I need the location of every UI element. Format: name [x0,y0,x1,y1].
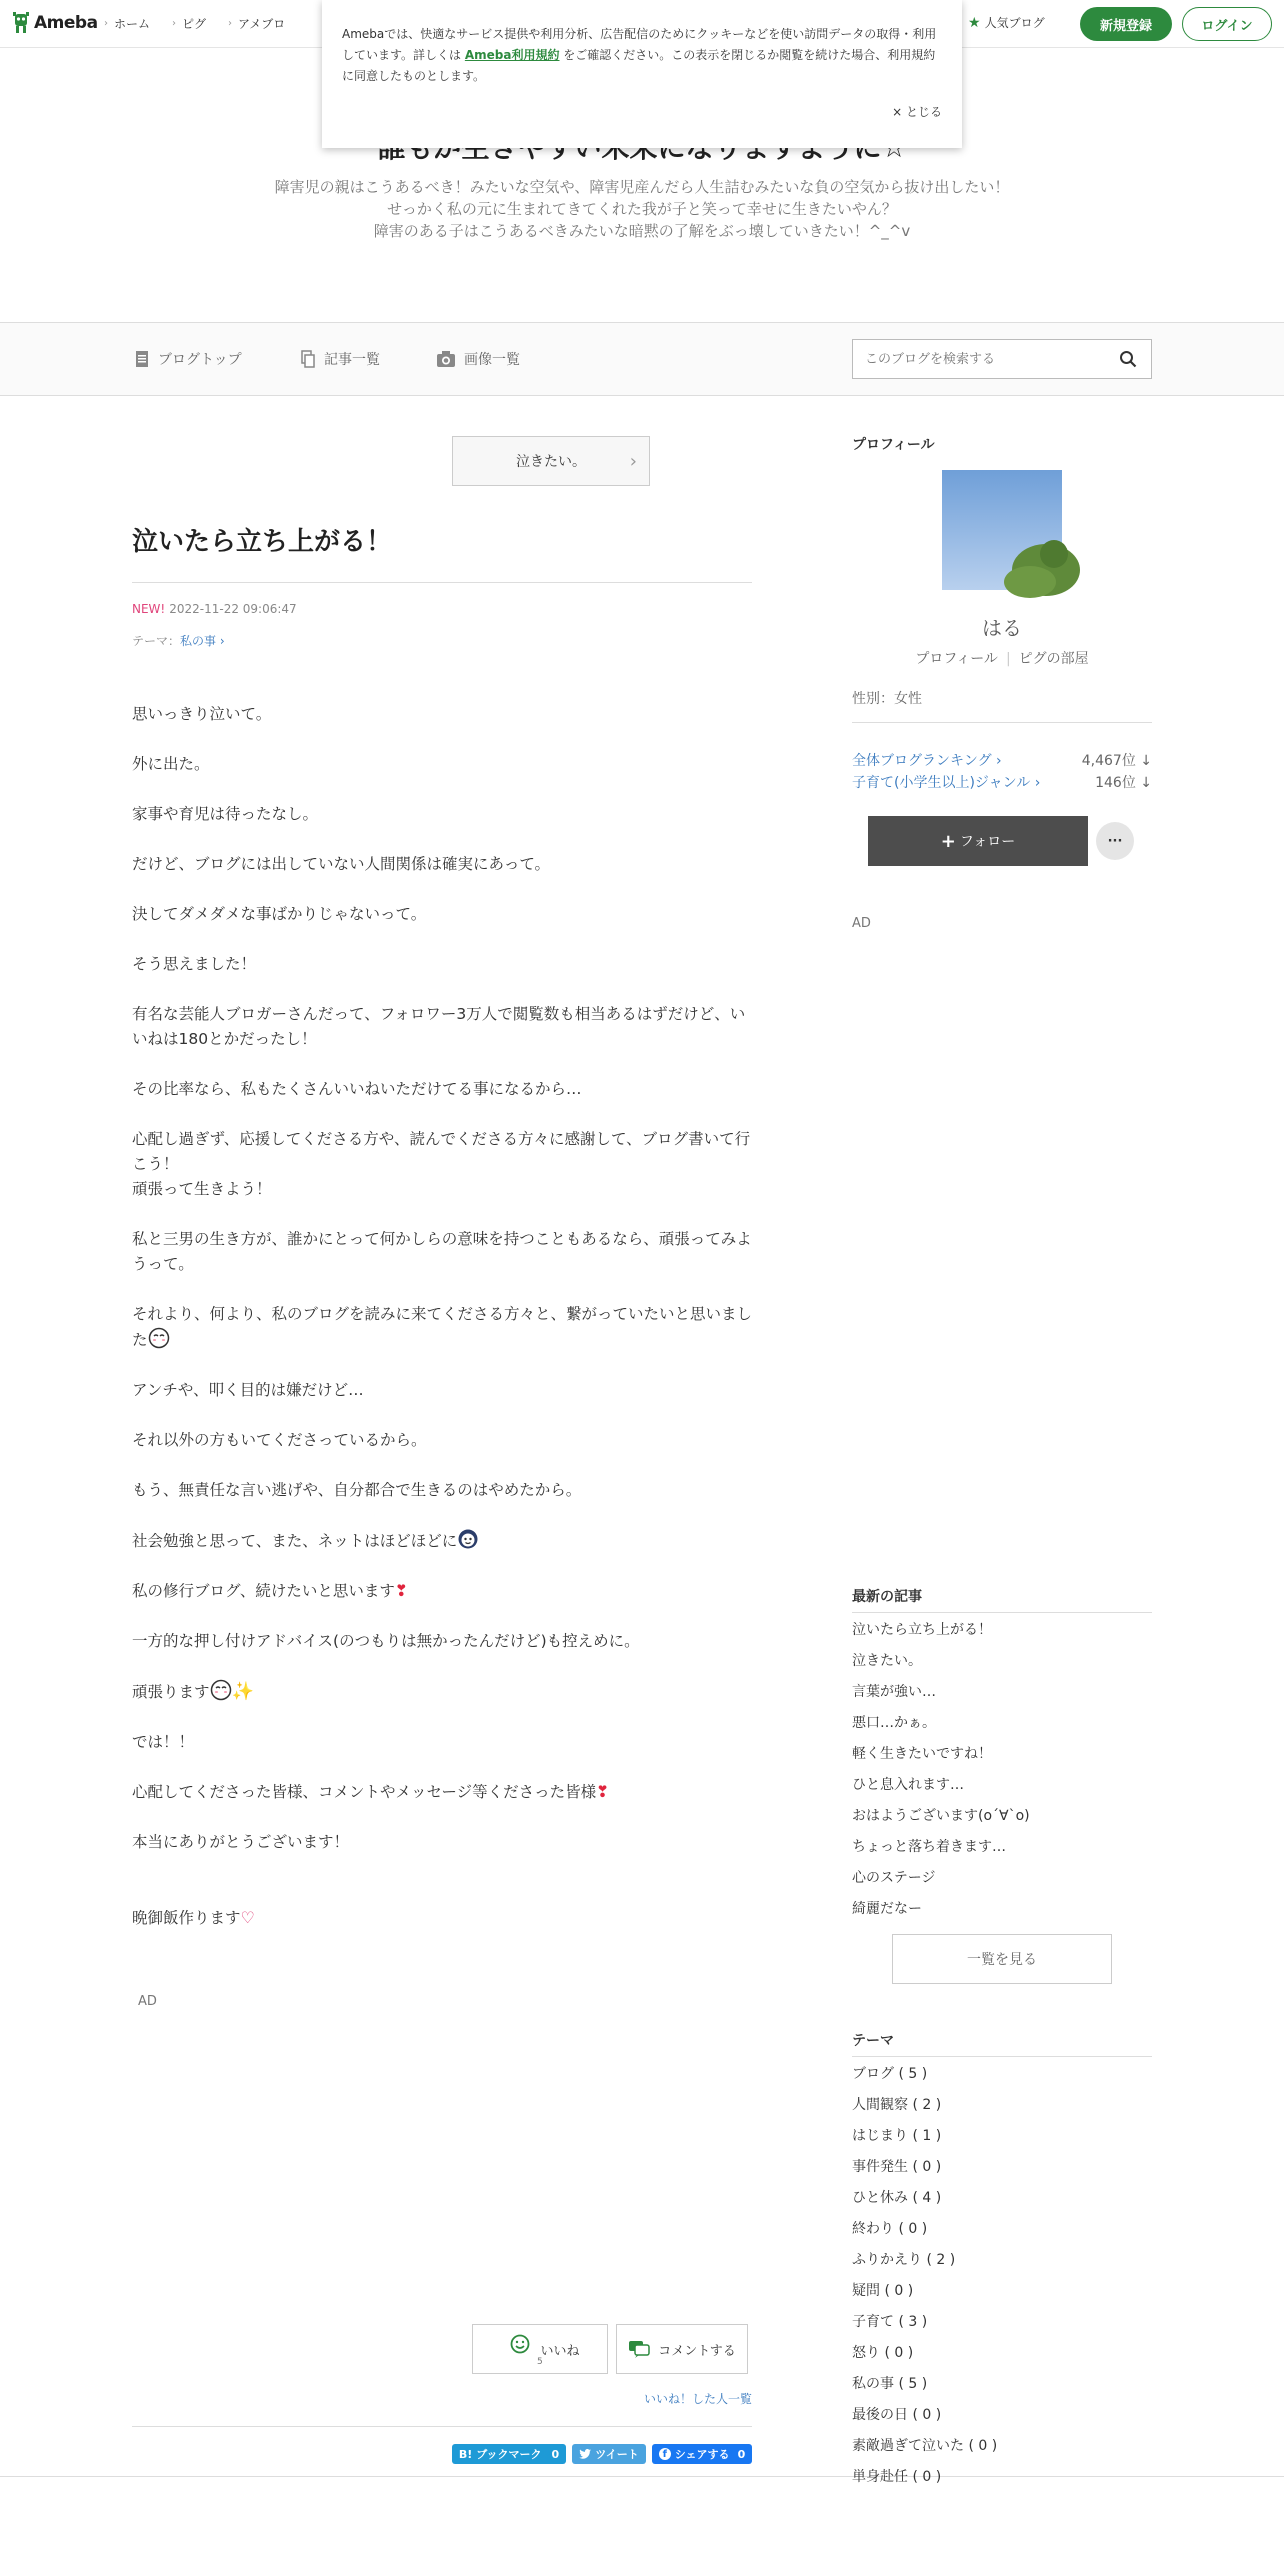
entry-body [132,702,752,1956]
facebook-label: シェアする [674,2448,730,2461]
facebook-icon: f [659,2448,671,2460]
popular-blog-label: 人気ブログ [984,16,1045,30]
hatena-count: 0 [551,2447,560,2461]
ranking-value: 146位 ↓ [1095,775,1152,791]
new-badge: NEW! [132,602,166,616]
see-all-entries-button[interactable]: 一覧を見る [892,1934,1112,1984]
exclamation-emoji-icon: ❣ [394,1582,408,1600]
entry-paragraph-text: 晩御飯作ります [132,1909,241,1927]
separator: | [1005,651,1011,667]
theme-link[interactable]: 怒り ( 0 ) [852,2345,914,2361]
theme-list [852,2064,1152,2485]
register-button[interactable]: 新規登録 [1080,7,1172,41]
theme-link[interactable]: 疑問 ( 0 ) [852,2283,914,2299]
facebook-count: 0 [737,2447,746,2461]
profile-heading: プロフィール [852,437,935,453]
entry-paragraph: 心配し過ぎず、応援してくださる方や、読んでくださる方々に感謝して、ブログ書いて行こう！ 頑張って生きよう！ [132,1130,751,1198]
entry-paragraph: 一方的な押し付けアドバイス(のつもりは無かったんだけど)も控えめに。 [132,1632,640,1650]
comment-label: コメントする [658,2343,736,2359]
theme-link[interactable]: 人間観察 ( 2 ) [852,2097,942,2113]
entry-paragraph-text: 頑張ります [132,1683,210,1701]
global-nav-ameblo[interactable] [228,15,285,32]
recent-entry-link[interactable]: 泣いたら立ち上がる！ [852,1622,992,1638]
entry-paragraph: 有名な芸能人ブロガーさんだって、フォロワー3万人で閲覧数も相当あるはずだけど、いいねは180とかだったし！ [132,1005,746,1048]
profile-link[interactable]: プロフィール [915,651,998,667]
profile-name[interactable]: はる [982,616,1022,640]
entry-paragraph: その比率なら、私もたくさんいいねいただけてる事になるから… [132,1080,582,1098]
cookie-notice [322,0,962,148]
entry-paragraph: 私と三男の生き方が、誰かにとって何かしらの意味を持つこともあるなら、頑張ってみようって。 [132,1230,752,1273]
tweet-label: ツイート [595,2448,639,2461]
popular-blog-link[interactable] [968,14,1045,31]
theme-link[interactable]: ブログ ( 5 ) [852,2066,928,2082]
tweet-button[interactable] [572,2444,646,2464]
entry-paragraph: 家事や育児は待ったなし。 [132,805,319,823]
ameba-logo-text: Ameba [34,13,98,33]
theme-link[interactable]: はじまり ( 1 ) [852,2128,942,2144]
theme-link[interactable]: 素敵過ぎて泣いた ( 0 ) [852,2438,998,2454]
heart-emoji-icon: ♡ [240,1908,255,1927]
entry-list-link[interactable] [300,349,380,369]
entry-datetime: 2022-11-22 09:06:47 [169,602,297,616]
comment-button[interactable] [616,2324,748,2374]
profile-gender: 性別：女性 [852,691,922,707]
smile-icon [509,2333,531,2355]
star-icon: ★ [968,14,981,31]
blog-description [0,176,1284,242]
entry-paragraph-text: 私の修行ブログ、続けたいと思います [132,1582,395,1600]
profile-links [852,648,1152,668]
entry-paragraph: それ以外の方もいてくださっているから。 [132,1431,427,1449]
theme-link[interactable]: ふりかえり ( 2 ) [852,2252,956,2268]
chevron-right-icon: › [629,451,637,472]
ameba-logo-icon [12,12,30,34]
entry-paragraph-with-emoji [132,1579,752,1604]
entry-meta [132,602,297,616]
like-label: いいね [540,2343,580,2359]
global-nav-home[interactable] [104,15,150,32]
cookie-close-button[interactable]: × とじる [892,105,942,119]
follow-button[interactable] [868,816,1088,866]
document-icon [134,350,150,368]
recent-entry-link[interactable]: ひと息入れます… [852,1777,964,1793]
prev-entry-label: 泣きたい。 [516,454,586,470]
global-nav-label: ホーム [114,17,151,31]
smiling-face-emoji-icon [148,1327,170,1349]
recent-entries-list [852,1620,1152,1930]
theme-link[interactable]: 私の事 ( 5 ) [852,2376,928,2392]
blog-description-line: 障害児の親はこうあるべき！みたいな空気や、障害児産んだら人生詰むみたいな負の空気から抜け出したい！ [274,178,1010,196]
recent-entry-link[interactable]: 心のステージ [852,1870,936,1886]
blog-nav [0,322,1284,396]
like-button[interactable] [472,2324,608,2374]
follow-label: フォロー [959,834,1016,850]
global-nav-label: アメブロ [238,17,286,31]
face-emoji-icon [457,1528,479,1550]
prev-entry-link[interactable] [452,436,650,486]
comment-icon [628,2340,650,2358]
ranking-genre [852,772,1152,792]
avatar-image [942,470,1062,590]
divider [852,722,1152,723]
entry-paragraph: では！！ [132,1733,195,1751]
divider [852,2056,1152,2057]
chevron-right-icon: › [172,18,177,29]
camera-icon [436,350,456,368]
entry-paragraph: アンチや、叩く目的は嫌だけど… [132,1381,364,1399]
image-list-link[interactable] [436,349,520,369]
theme-link[interactable]: 子育て ( 3 ) [852,2314,928,2330]
recent-entry-link[interactable]: 悪口…かぁ。 [852,1715,936,1731]
terms-link[interactable]: Ameba利用規約 [464,48,560,62]
blog-top-link[interactable] [134,349,242,369]
ranking-value: 4,467位 ↓ [1081,753,1152,769]
smiling-face-emoji-icon [210,1679,232,1701]
entry-theme-link[interactable]: 私の事 [180,634,217,648]
likers-list-link[interactable]: いいね！した人一覧 [643,2392,752,2406]
theme-link[interactable]: 事件発生 ( 0 ) [852,2159,942,2175]
chevron-right-icon: › [216,634,225,648]
recent-entry-link[interactable]: 軽く生きたいですね！ [852,1746,992,1762]
entry-paragraph-text: それより、何より、私のブログを読みに来てくださる方々と、繋がっていたいと思いました [132,1305,753,1349]
facebook-share-button[interactable] [652,2444,752,2464]
entry-paragraph-with-emoji [132,1528,752,1554]
chevron-right-icon: › [1030,775,1041,791]
blog-description-line: 障害のある子はこうあるべきみたいな暗黙の了解をぶっ壊していきたい！^_^v [373,222,911,240]
recent-heading: 最新の記事 [852,1589,922,1605]
entry-paragraph-with-emoji [132,1780,752,1805]
entry-paragraph-text: 心配してくださった皆様、コメントやメッセージ等くださった皆様 [132,1783,597,1801]
share-buttons [132,2426,752,2466]
avatar[interactable] [942,470,1062,590]
recent-entry-link[interactable]: おはようございます(o´∀`o) [852,1808,1030,1824]
sidebar-ad-label: AD [852,916,871,931]
recent-entry-link[interactable]: 綺麗だなー [852,1901,922,1917]
theme-link[interactable]: 終わり ( 0 ) [852,2221,928,2237]
theme-link[interactable]: ひと休み ( 4 ) [852,2190,942,2206]
entry-theme [132,632,225,649]
global-nav [104,15,285,32]
search-icon[interactable] [1119,350,1137,368]
ameba-logo[interactable] [12,12,98,34]
sparkles-emoji-icon: ✨ [231,1681,254,1702]
theme-link[interactable]: 最後の日 ( 0 ) [852,2407,942,2423]
exclamation-emoji-icon: ❣ [596,1783,610,1801]
recent-entry-link[interactable]: 言葉が強い… [852,1684,936,1700]
hatena-bookmark-button[interactable] [452,2444,566,2464]
entry-paragraph: だけど、ブログには出していない人間関係は確実にあって。 [132,855,551,873]
blog-search [852,339,1152,379]
like-count: 5 [537,2357,543,2367]
entry-paragraph-with-emoji [132,1679,752,1705]
blog-description-line: せっかく私の元に生まれてきてくれた我が子と笑って幸せに生きたいやん？ [387,200,897,218]
chevron-right-icon: › [991,753,1002,769]
ranking-link[interactable]: 全体ブログランキング [852,753,992,769]
login-button[interactable]: ログイン [1182,7,1272,41]
entry-paragraph-text: 社会勉強と思って、また、ネットはほどほどに [132,1532,458,1550]
entry-title[interactable]: 泣いたら立ち上がる！ [132,524,752,583]
global-nav-label: ピグ [182,17,207,31]
entry-paragraph: 本当にありがとうございます！ [132,1833,350,1851]
entry-list-label: 記事一覧 [324,352,380,368]
cookie-text-2: をご確認ください。この表示を閉じるか閲覧を続けた場合、利用規約に同意したものとします。 [342,48,936,83]
hatena-label: ブックマーク [476,2448,542,2461]
image-list-label: 画像一覧 [464,352,520,368]
entry-paragraph: そう思えました！ [132,955,257,973]
theme-link[interactable]: 単身赴任 ( 0 ) [852,2469,942,2485]
chevron-right-icon: › [228,18,233,29]
entry-paragraph-with-emoji [132,1302,752,1353]
entry-paragraph: 思いっきり泣いて。 [132,705,272,723]
hatena-icon: B! [458,2447,473,2461]
recent-entry-link[interactable]: ちょっと落ち着きます… [852,1839,1006,1855]
theme-heading: テーマ [852,2033,894,2049]
ranking-link[interactable]: 子育て(小学生以上)ジャンル [852,775,1031,791]
cookie-text: Amebaでは、快適なサービス提供や利用分析、広告配信のためにクッキーなどを使い訪問データの取得・利用しています。詳しくは [342,27,937,62]
more-options-button[interactable]: ··· [1096,822,1134,860]
recent-entry-link[interactable]: 泣きたい。 [852,1653,922,1669]
ad-label: AD [138,1994,157,2009]
chevron-right-icon: › [104,18,108,29]
copy-icon [300,350,316,368]
entry-paragraph: 外に出た。 [132,755,210,773]
entry-theme-prefix: テーマ： [132,634,181,648]
ranking-overall [852,750,1152,770]
twitter-bird-icon [579,2449,591,2459]
plus-icon: + [940,830,956,852]
entry-paragraph: 決してダメダメな事ばかりじゃないって。 [132,905,427,923]
pigg-room-link[interactable]: ピグの部屋 [1018,651,1089,667]
entry-paragraph: もう、無責任な言い逃げや、自分都合で生きるのはやめたから。 [132,1481,582,1499]
blog-top-label: ブログトップ [158,352,242,368]
global-nav-pigg[interactable] [172,15,206,32]
blog-search-input[interactable] [853,340,1093,378]
divider [852,1612,1152,1613]
entry-paragraph-with-emoji [132,1905,752,1931]
